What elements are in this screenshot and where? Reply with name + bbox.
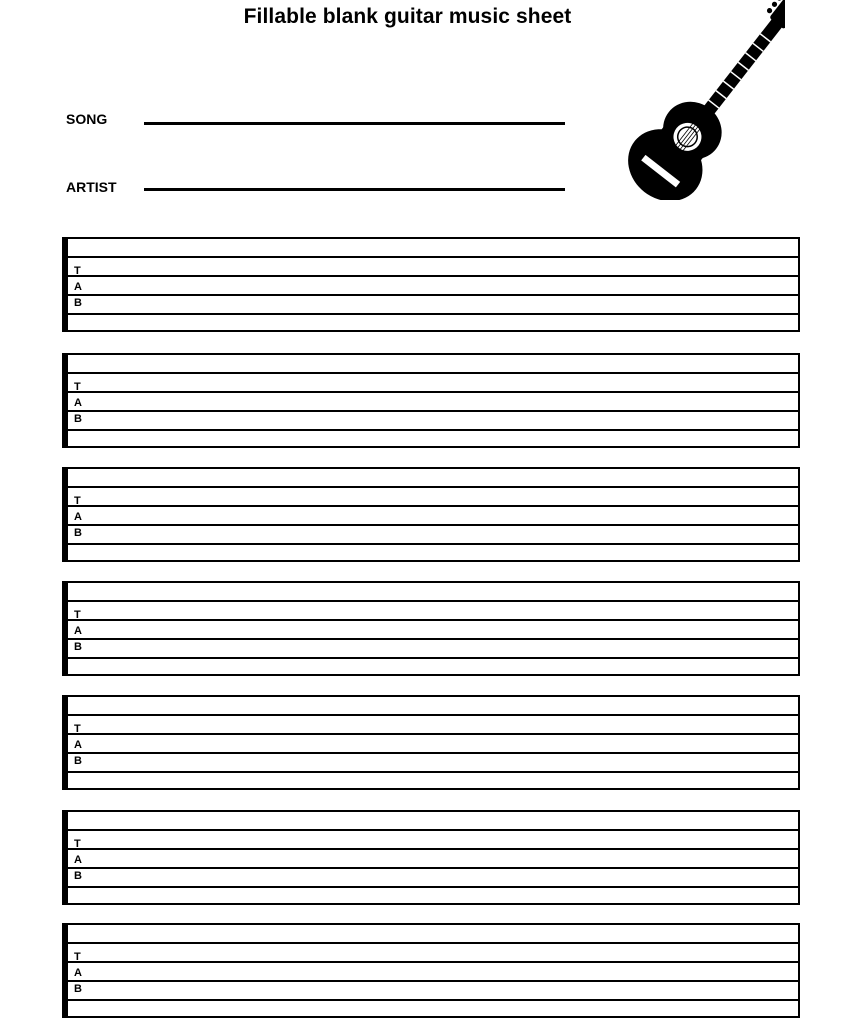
tab-letter-t: T bbox=[74, 381, 81, 393]
staff-line bbox=[68, 848, 798, 850]
tab-staff[interactable] bbox=[62, 923, 800, 1018]
tab-letter-b: B bbox=[74, 870, 82, 882]
tab-staff[interactable] bbox=[62, 581, 800, 676]
tab-letter-b: B bbox=[74, 527, 82, 539]
tab-letter-a: A bbox=[74, 281, 82, 293]
tab-letter-a: A bbox=[74, 967, 82, 979]
staff-line bbox=[68, 999, 798, 1001]
tab-letter-b: B bbox=[74, 983, 82, 995]
tab-letter-t: T bbox=[74, 838, 81, 850]
staff-line bbox=[68, 294, 798, 296]
tab-letter-t: T bbox=[74, 951, 81, 963]
tab-letter-t: T bbox=[74, 265, 81, 277]
staff-line bbox=[68, 867, 798, 869]
tab-letter-a: A bbox=[74, 739, 82, 751]
tab-staff[interactable] bbox=[62, 810, 800, 905]
page-title: Fillable blank guitar music sheet bbox=[243, 5, 572, 28]
staff-line bbox=[68, 886, 798, 888]
tab-letter-b: B bbox=[74, 755, 82, 767]
tab-letter-a: A bbox=[74, 397, 82, 409]
artist-underline bbox=[144, 188, 565, 191]
staff-line bbox=[68, 638, 798, 640]
artist-field[interactable] bbox=[150, 166, 560, 188]
staff-line bbox=[68, 771, 798, 773]
staff-line bbox=[68, 486, 798, 488]
song-underline bbox=[144, 122, 565, 125]
staff-line bbox=[68, 980, 798, 982]
tab-staff[interactable] bbox=[62, 353, 800, 448]
staff-line bbox=[68, 752, 798, 754]
tab-letter-t: T bbox=[74, 609, 81, 621]
song-label: SONG bbox=[66, 111, 108, 127]
staff-line bbox=[68, 961, 798, 963]
tab-staff[interactable] bbox=[62, 467, 800, 562]
tab-letter-t: T bbox=[74, 495, 81, 507]
tab-letter-a: A bbox=[74, 625, 82, 637]
staff-line bbox=[68, 829, 798, 831]
staff-line bbox=[68, 313, 798, 315]
staff-line bbox=[68, 733, 798, 735]
tab-staff[interactable] bbox=[62, 237, 800, 332]
staff-line bbox=[68, 410, 798, 412]
staff-line bbox=[68, 942, 798, 944]
staff-line bbox=[68, 619, 798, 621]
staff-line bbox=[68, 600, 798, 602]
tab-letter-t: T bbox=[74, 723, 81, 735]
staff-line bbox=[68, 714, 798, 716]
acoustic-guitar-icon bbox=[610, 0, 785, 200]
staff-line bbox=[68, 543, 798, 545]
staff-line bbox=[68, 275, 798, 277]
staff-line bbox=[68, 657, 798, 659]
tab-letter-b: B bbox=[74, 297, 82, 309]
staff-line bbox=[68, 524, 798, 526]
staff-line bbox=[68, 391, 798, 393]
artist-label: ARTIST bbox=[66, 179, 117, 195]
staff-line bbox=[68, 372, 798, 374]
song-field[interactable] bbox=[150, 99, 560, 121]
staff-line bbox=[68, 429, 798, 431]
tab-staff[interactable] bbox=[62, 695, 800, 790]
tab-letter-b: B bbox=[74, 413, 82, 425]
tab-letter-a: A bbox=[74, 511, 82, 523]
staff-line bbox=[68, 505, 798, 507]
staff-line bbox=[68, 256, 798, 258]
tab-letter-b: B bbox=[74, 641, 82, 653]
tab-letter-a: A bbox=[74, 854, 82, 866]
